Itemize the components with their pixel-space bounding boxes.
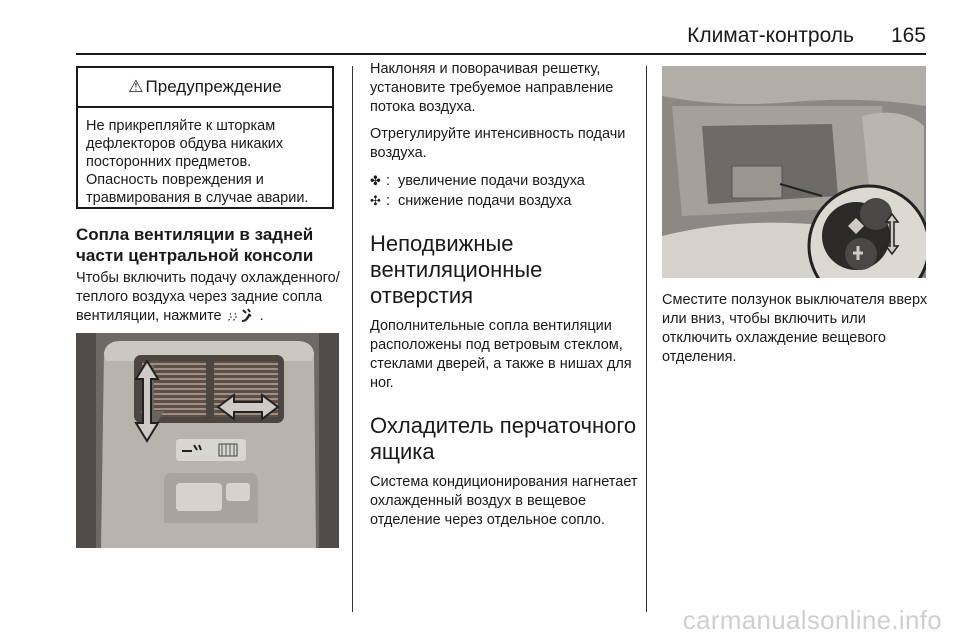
glovebox-cooler-heading: Охладитель перчаточного ящика bbox=[370, 413, 637, 464]
page-header bbox=[76, 22, 926, 52]
rear-vents-heading: Сопла вентиляции в задней части центральной консоли bbox=[76, 225, 314, 265]
warning-header bbox=[78, 68, 332, 108]
column-divider-left bbox=[352, 66, 353, 612]
page-number: 165 bbox=[890, 24, 926, 47]
rear-vents-paragraph: Чтобы включить подачу охлажденного/теплого воздуха через задние сопла вентиляции, нажмите . bbox=[76, 270, 340, 324]
fan-increase-text: увеличение подачи воздуха bbox=[398, 173, 585, 189]
warning-text: Не прикрепляйте к шторкам дефлекторов обдува никаких посторонних предметов. Опасность повреждения и травмирования в случае аварии. bbox=[86, 118, 309, 206]
fan-low-icon: ✣ bbox=[370, 193, 381, 208]
fan-speed-decrease-row: ✣ : снижение подачи воздуха bbox=[370, 193, 572, 209]
rear-vent-button-icon bbox=[226, 308, 260, 324]
rear-console-vents-image bbox=[76, 333, 339, 548]
warning-box bbox=[76, 66, 334, 209]
header-rule bbox=[76, 53, 926, 55]
warning-triangle-icon: ⚠ bbox=[128, 77, 144, 96]
fixed-vents-heading: Неподвижные вентиляционные отверстия bbox=[370, 231, 543, 308]
rear-vents-text: Чтобы включить подачу охлажденного/теплого воздуха через задние сопла вентиляции, нажмите bbox=[76, 270, 340, 324]
column-divider-right bbox=[646, 66, 647, 612]
intensity-paragraph: Отрегулируйте интенсивность подачи воздуха. bbox=[370, 126, 626, 161]
fan-speed-increase-row: ✤ : увеличение подачи воздуха bbox=[370, 173, 585, 189]
fan-decrease-text: снижение подачи воздуха bbox=[398, 193, 572, 209]
middle-column bbox=[370, 60, 640, 538]
adjust-paragraph: Наклоняя и поворачивая решетку, установите требуемое направление потока воздуха. bbox=[370, 61, 614, 115]
warning-title: Предупреждение bbox=[145, 77, 282, 96]
glovebox-switch-image bbox=[662, 66, 926, 278]
fixed-vents-paragraph: Дополнительные сопла вентиляции расположены под ветровым стеклом, стеклами дверей, а также в нишах для ног. bbox=[370, 318, 632, 391]
glovebox-switch-paragraph: Сместите ползунок выключателя вверх или вниз, чтобы включить или отключить охлаждение вещевого отделения. bbox=[662, 292, 928, 365]
fan-high-icon: ✤ bbox=[370, 173, 381, 188]
glovebox-cooler-paragraph: Система кондиционирования нагнетает охлажденный воздух в вещевое отделение через отдельное сопло. bbox=[370, 474, 638, 528]
section-title: Климат-контроль bbox=[687, 24, 854, 47]
watermark: carmanualsonline.info bbox=[682, 605, 942, 635]
